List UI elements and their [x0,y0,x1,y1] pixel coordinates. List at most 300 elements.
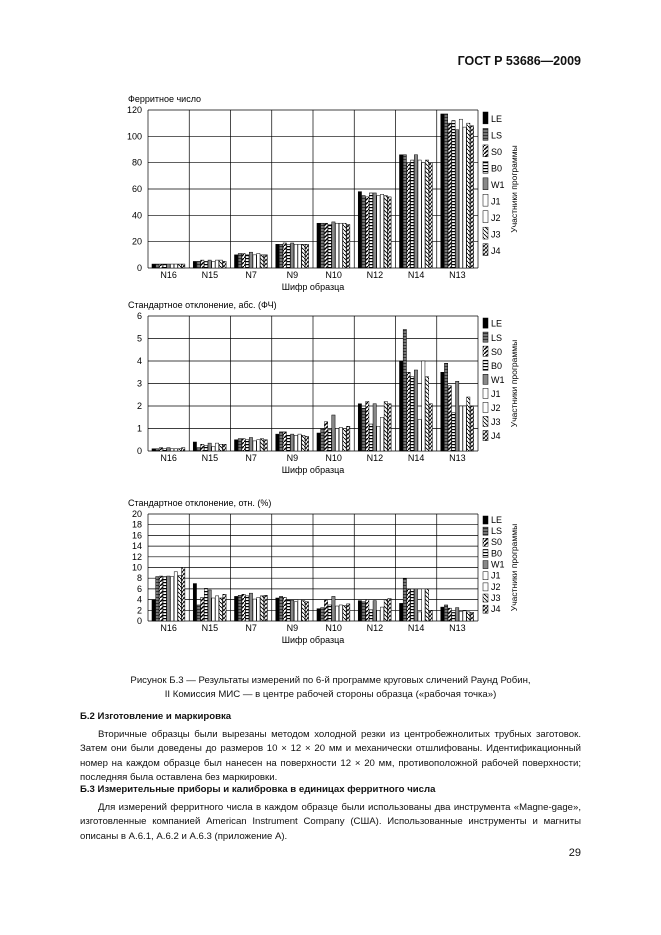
chart-3-bar-N7-B0 [246,596,249,621]
chart-2-category-label: N12 [366,453,384,463]
chart-3-category-label: N13 [449,623,466,633]
chart-2-legend-swatch-J4 [483,431,488,441]
chart-1-legend-label: J1 [491,196,501,207]
chart-2-legend-swatch-J2 [483,402,488,412]
chart-1-bar-N10-W1 [332,222,335,268]
chart-3-bar-N12-S0 [366,600,369,621]
chart-2-bar-N12-J3 [384,402,387,452]
chart-1-bar-N13-J4 [470,126,473,268]
chart-3-category-label: N12 [366,623,384,633]
chart-3-bar-N13-J4 [470,612,473,621]
chart-2-legend-swatch-S0 [483,346,488,356]
chart-3-bar-N7-S0 [242,594,245,621]
chart-2-bar-N10-J3 [343,429,346,452]
chart-2-bar-N14-B0 [411,377,414,451]
chart-2-bar-N7-J1 [253,441,256,451]
chart-3-legend-label: J3 [491,592,501,603]
chart-2-bar-N14-LE [399,361,402,451]
chart-2-bar-N7-LE [234,440,237,451]
chart-3-legend-title: Участники программы [509,523,519,612]
chart-2-bar-N7-S0 [242,439,245,451]
chart-1-bar-N7-W1 [249,252,252,268]
chart-3-ytick-label: 8 [136,573,142,584]
chart-1-bar-N9-LE [276,244,279,268]
chart-2-bar-N12-S0 [366,402,369,452]
chart-2-bar-N13-LS [444,363,447,451]
chart-3-bar-N16-J1 [170,577,173,621]
chart-2-bar-N12-B0 [369,424,372,451]
chart-2-bar-N7-J2 [257,440,260,451]
chart-2-bar-N14-LS [403,330,406,452]
chart-1-legend-swatch-W1 [483,178,488,190]
page-number: 29 [568,847,581,859]
chart-3-bar-N13-J3 [467,612,470,621]
chart-3-bar-N13-LE [441,607,444,621]
chart-3-legend-label: J2 [491,581,501,592]
chart-2-bar-N14-S0 [407,372,410,451]
chart-3-legend-swatch-J2 [483,583,488,591]
chart-3-legend-label: W1 [491,559,505,570]
chart-3-bar-N9-J3 [302,601,305,621]
document-standard-number: ГОСТ Р 53686—2009 [457,54,581,68]
chart-1-bar-N7-B0 [246,255,249,268]
chart-2-bar-N15-J1 [212,447,215,452]
chart-2-bar-N12-LE [358,404,361,451]
chart-1-bar-N10-LS [321,223,324,268]
section-text-b2: Вторичные образцы были вырезаны методом холодной резки из центробежнолитых трубных заготовок. Затем они были доведены до размеров 10 × 12 × 20 мм и механически отшлифованы. Идентификационный номер на каждом образце был нанесен на поверхности 12 × 20 мм, противоположной рабочей поверхности; последняя была оставлена без маркировки. [80,729,581,784]
chart-3-bar-N14-B0 [411,589,414,621]
chart-3-category-label: N15 [201,623,219,633]
chart-1-ytick-label: 20 [131,236,142,247]
chart-3-legend-swatch-LE [483,516,488,524]
chart-2-xlabel: Шифр образца [281,465,345,475]
chart-2-bar-N13-J4 [470,406,473,451]
chart-3-bar-N9-J4 [305,602,308,621]
chart-3-bar-N10-J1 [335,606,338,621]
chart-1-legend-label: B0 [491,163,503,174]
chart-3-bar-N14-J4 [429,610,432,621]
chart-3-category-label: N9 [286,623,299,633]
chart-1-bar-N14-W1 [414,155,417,268]
chart-1-legend-swatch-J1 [483,194,488,206]
chart-1-bar-N16-LS [156,264,159,268]
chart-2-bar-N14-J4 [429,404,432,451]
chart-1-bar-N14-J3 [425,160,428,268]
chart-2-bar-N15-LE [193,442,196,451]
chart-1-bar-N16-J3 [178,264,181,268]
chart-1-bar-N10-J3 [343,223,346,268]
chart-2-ytick-label: 0 [136,446,142,456]
chart-3-ytick-label: 18 [131,519,142,530]
chart-3-bar-N10-J4 [347,604,350,621]
chart-2-bar-N13-LE [441,372,444,451]
chart-3-bar-N16-B0 [163,577,166,621]
chart-3-bar-N13-B0 [452,612,455,621]
chart-3-ytick-label: 16 [131,530,142,541]
chart-1-bar-N9-J3 [302,244,305,268]
chart-3-bar-N9-J2 [298,600,301,621]
chart-1-bar-N16-J4 [182,264,185,268]
chart-1-legend-swatch-J2 [483,211,488,223]
chart-1-bar-N13-W1 [456,130,459,268]
chart-3-bar-N15-W1 [208,590,211,621]
chart-1-bar-N12-J4 [388,197,391,268]
chart-2-legend-label: W1 [491,374,505,385]
chart-1-bar-N15-J2 [215,260,218,268]
chart-2-bar-N15-J3 [219,444,222,451]
figure-charts [100,90,600,670]
chart-2-bar-N7-J4 [264,440,267,451]
chart-3-bar-N7-W1 [249,593,252,621]
chart-1-legend-label: LS [491,130,503,141]
chart-2-bar-N14-J1 [418,420,421,452]
chart-1-bar-N15-LS [197,261,200,268]
chart-2-bar-N10-LE [317,433,320,451]
chart-2-bar-N7-J3 [260,439,263,451]
chart-2-bar-N7-W1 [249,438,252,452]
chart-3-legend-swatch-W1 [483,561,488,569]
chart-3-bar-N15-LE [193,584,196,621]
chart-3-ytick-label: 10 [131,562,142,573]
chart-3-bar-N13-LS [444,605,447,621]
chart-3-xlabel: Шифр образца [281,635,345,645]
chart-1-category-label: N10 [325,270,342,280]
section-title-b3: Б.3 Измерительные приборы и калибровка в единицах ферритного числа [80,784,436,795]
chart-3-category-label: N10 [325,623,342,633]
chart-2-legend-title: Участники программы [509,339,519,428]
chart-1-ytick-label: 40 [131,210,142,221]
chart-2-legend-swatch-LS [483,332,488,342]
chart-1-bar-N14-S0 [407,163,410,268]
chart-1-bar-N7-J4 [264,255,267,268]
chart-1-bar-N9-W1 [291,243,294,268]
chart-2-legend-swatch-J1 [483,388,488,398]
chart-3-bar-N13-S0 [448,608,451,621]
chart-2-bar-N14-W1 [414,370,417,451]
chart-1-bar-N12-J3 [384,196,387,268]
chart-1-bar-N16-B0 [163,264,166,268]
chart-3-bar-N14-J2 [422,589,425,621]
chart-3-legend-label: J1 [491,570,501,581]
chart-3-bar-N7-LS [238,595,241,621]
chart-3-legend-swatch-S0 [483,538,488,546]
chart-3-bar-N12-J3 [384,600,387,621]
chart-1-ytick-label: 100 [126,131,142,142]
chart-3-bar-N13-J2 [463,611,466,621]
chart-1-bar-N14-LE [399,155,402,268]
chart-2-bar-N16-W1 [167,448,170,451]
chart-3-bar-N16-J2 [174,572,177,621]
section-text-b3: Для измерений ферритного числа в каждом образце были использованы два инструмента «Magne-gage», изготовленные компанией American Instrument Company (США). Использованные инструменты и магниты описаны в А.6.1, А.6.2 и А.6.3 (приложение А). [80,802,581,842]
chart-2-legend-swatch-J3 [483,416,488,426]
chart-2-bar-N15-J2 [215,443,218,451]
chart-2-legend-label: S0 [491,346,503,357]
chart-1-bar-N15-J1 [212,261,215,268]
chart-1-bar-N9-J1 [294,244,297,268]
chart-3-bar-N7-J4 [264,595,267,621]
chart-3-ytick-label: 2 [136,605,142,616]
chart-1-bar-N10-B0 [328,225,331,268]
chart-3-category-label: N14 [407,623,425,633]
chart-1-bar-N10-J1 [335,223,338,268]
chart-1-bar-N13-LS [444,114,447,268]
chart-1-bar-N15-LE [193,261,196,268]
chart-1-ytick-label: 60 [131,184,142,194]
chart-1-category-label: N16 [160,270,177,280]
chart-3-bar-N7-J3 [260,596,263,621]
chart-2-bar-N15-B0 [204,445,207,451]
chart-1-bar-N16-J1 [170,264,173,268]
chart-3-bar-N14-J3 [425,589,428,621]
chart-3-bar-N9-W1 [291,600,294,621]
chart-3-bar-N12-J2 [380,607,383,621]
chart-3-bar-N9-S0 [283,597,286,621]
chart-3-ytick-label: 12 [131,551,142,562]
chart-3-bar-N15-J3 [219,598,222,621]
chart-3-bar-N16-LS [156,577,159,621]
chart-1-bar-N10-S0 [324,223,327,268]
chart-1-bar-N14-LS [403,155,406,268]
chart-3-bar-N12-J1 [377,610,380,621]
chart-2-category-label: N15 [201,453,219,463]
chart-2-bar-N16-J1 [170,449,173,451]
chart-2-legend-label: J4 [491,431,501,442]
chart-1-bar-N7-J2 [257,254,260,268]
chart-2-title: Стандартное отклонение, абс. (ФЧ) [128,300,277,310]
chart-1-legend-label: LE [491,114,503,125]
chart-1-category-label: N13 [449,270,466,280]
chart-1-bar-N12-LE [358,192,361,268]
chart-1-category-label: N12 [366,270,384,280]
chart-3-bar-N14-LE [399,603,402,621]
figure-caption [80,674,581,702]
chart-2-bar-N10-B0 [328,430,331,451]
chart-2-bar-N16-J2 [174,449,177,451]
chart-3-bar-N10-LS [321,608,324,621]
chart-1-bar-N15-S0 [201,260,204,268]
chart-1-legend-swatch-J4 [483,244,488,256]
chart-2-category-label: N10 [325,453,342,463]
chart-1-bar-N12-J1 [377,196,380,268]
chart-3-bar-N16-W1 [167,576,170,621]
chart-2-bar-N10-J4 [347,426,350,451]
chart-2-ytick-label: 2 [136,401,142,411]
chart-3-legend-swatch-J4 [483,605,488,613]
chart-3-bar-N16-S0 [159,576,162,621]
chart-3-bar-N14-S0 [407,589,410,621]
chart-2-category-label: N7 [245,453,257,463]
chart-2-category-label: N9 [286,453,299,463]
chart-1-bar-N15-B0 [204,261,207,268]
section-title-b2: Б.2 Изготовление и маркировка [80,711,232,722]
chart-3-ytick-label: 14 [131,541,142,552]
chart-2-category-label: N14 [407,453,425,463]
chart-3-bar-N10-B0 [328,605,331,621]
chart-3-bar-N12-LS [362,602,365,621]
chart-2-bar-N13-B0 [452,413,455,451]
chart-3-bar-N9-B0 [287,600,290,621]
chart-1-bar-N7-LE [234,255,237,268]
chart-3-legend-swatch-J1 [483,572,488,580]
chart-3-bar-N10-J2 [339,605,342,621]
chart-2-category-label: N16 [160,453,177,463]
chart-1-legend-label: J3 [491,229,501,240]
chart-1-bar-N10-LE [317,223,320,268]
chart-3-bar-N15-LS [197,605,200,621]
chart-2-bar-N15-LS [197,448,200,451]
chart-1-bar-N13-S0 [448,123,451,268]
chart-1-bar-N13-J2 [463,127,466,268]
chart-2-bar-N16-LE [152,449,155,451]
chart-1-xlabel: Шифр образца [281,282,345,292]
chart-2-bar-N9-J3 [302,435,305,451]
chart-3-legend-swatch-J3 [483,594,488,602]
chart-3-bar-N16-LE [152,600,155,621]
chart-1-title: Ферритное число [128,94,202,104]
chart-2-bar-N14-J2 [422,361,425,451]
chart-2-bar-N15-S0 [201,444,204,451]
chart-2-legend-label: J1 [491,389,501,400]
chart-1-bar-N12-S0 [366,197,369,268]
chart-2-bar-N9-J1 [294,435,297,451]
chart-1-bar-N10-J2 [339,223,342,268]
chart-2-legend-label: B0 [491,360,503,371]
chart-2-bar-N13-S0 [448,386,451,451]
chart-1-bar-N7-S0 [242,254,245,268]
chart-3-bar-N14-J1 [418,612,421,621]
chart-1-bar-N7-J1 [253,255,256,268]
chart-3-bar-N12-W1 [373,601,376,621]
chart-3-bar-N10-J3 [343,605,346,621]
chart-3-bar-N15-B0 [204,588,207,621]
chart-3-bar-N12-J4 [388,599,391,621]
chart-2-bar-N16-J4 [182,448,185,451]
chart-2-bar-N16-J3 [178,449,181,451]
chart-1-bar-N15-J3 [219,260,222,268]
chart-2-bar-N10-J2 [339,427,342,451]
chart-3-legend-label: LE [491,514,503,525]
chart-2-legend-label: J2 [491,403,501,414]
chart-3-legend-label: S0 [491,537,503,548]
chart-2-bar-N10-W1 [332,415,335,451]
chart-2-bar-N13-J1 [459,406,462,451]
chart-1-legend-label: J4 [491,245,501,256]
chart-2-bar-N12-J1 [377,426,380,451]
chart-3-bar-N15-J4 [223,594,226,621]
chart-1-bar-N7-LS [238,254,241,268]
chart-2-ytick-label: 5 [136,333,142,344]
chart-3-bar-N9-LS [279,596,282,621]
chart-2-bar-N15-W1 [208,443,211,451]
chart-3-bar-N10-W1 [332,596,335,621]
chart-3-ytick-label: 4 [136,594,142,605]
chart-1-legend-label: W1 [491,180,505,191]
chart-1-bar-N12-J2 [380,194,383,268]
chart-1-legend-swatch-J3 [483,227,488,239]
chart-2-bar-N16-S0 [159,448,162,451]
chart-2-ytick-label: 1 [136,423,142,434]
chart-1-bar-N15-J4 [223,261,226,268]
chart-2-bar-N7-LS [238,439,241,451]
chart-3-legend-label: LS [491,526,503,537]
chart-3-bar-N13-W1 [456,608,459,621]
chart-2-bar-N9-J4 [305,436,308,451]
chart-3-bar-N14-LS [403,579,406,621]
chart-2-legend-label: LE [491,318,503,329]
chart-2-bar-N12-W1 [373,404,376,451]
chart-3-legend-label: B0 [491,548,503,559]
chart-2-bar-N15-J4 [223,444,226,451]
chart-1-bar-N15-W1 [208,260,211,268]
chart-2-bar-N9-B0 [287,435,290,451]
chart-1-bar-N9-LS [279,244,282,268]
chart-2-bar-N10-J1 [335,429,338,452]
figure-caption-line-2: II Комиссия МИС — в центре рабочей стороны образца («рабочая точка») [164,689,497,700]
chart-1-legend-swatch-B0 [483,161,488,173]
chart-2-bar-N10-S0 [324,422,327,451]
chart-1-bar-N13-J3 [467,123,470,268]
chart-1-bar-N13-J1 [459,119,462,268]
chart-1-category-label: N7 [245,270,257,280]
chart-1-bar-N16-LE [152,264,155,268]
chart-1-bar-N12-W1 [373,193,376,268]
chart-3-bar-N10-S0 [324,600,327,621]
figure-caption-line-1: Рисунок Б.3 — Результаты измерений по 6-й программе круговых сличений Раунд Робин, [130,675,531,686]
chart-1-ytick-label: 80 [131,157,142,168]
chart-3-bar-N14-W1 [414,589,417,621]
chart-2-bar-N9-W1 [291,434,294,451]
chart-3-bar-N12-LE [358,601,361,621]
chart-1-ytick-label: 0 [136,263,142,273]
chart-2-bar-N13-J2 [463,406,466,451]
chart-2-bar-N16-B0 [163,449,166,451]
chart-1-bar-N10-J4 [347,225,350,268]
chart-3-category-label: N7 [245,623,257,633]
chart-1-category-label: N9 [286,270,299,280]
chart-1-ytick-label: 120 [126,105,142,115]
chart-3-bar-N15-J2 [215,596,218,621]
chart-2-bar-N12-LS [362,408,365,451]
chart-2-bar-N10-LS [321,429,324,452]
chart-1-category-label: N15 [201,270,219,280]
chart-2-ytick-label: 3 [136,378,142,389]
chart-2-bar-N12-J4 [388,404,391,451]
chart-1-legend-swatch-LS [483,128,488,140]
chart-1-legend-label: S0 [491,147,503,158]
chart-3-category-label: N16 [160,623,177,633]
chart-1-bar-N9-S0 [283,243,286,268]
chart-1-legend-swatch-LE [483,112,488,124]
chart-1-legend-swatch-S0 [483,145,488,157]
chart-1-bar-N16-W1 [167,264,170,268]
chart-3-bar-N16-J3 [178,576,181,621]
chart-2-legend-swatch-W1 [483,374,488,384]
chart-3-ytick-label: 6 [136,583,142,594]
chart-3-ytick-label: 20 [131,509,142,519]
chart-2-bar-N13-J3 [467,397,470,451]
chart-3-bar-N9-LE [276,598,279,621]
chart-2-category-label: N13 [449,453,466,463]
chart-2-bar-N16-LS [156,449,159,451]
chart-1-bar-N9-B0 [287,244,290,268]
chart-1-bar-N16-J2 [174,264,177,268]
chart-1-bar-N13-B0 [452,121,455,268]
chart-1-category-label: N14 [407,270,425,280]
chart-3-title: Стандартное отклонение, отн. (%) [128,498,272,508]
chart-3-bar-N10-LE [317,609,320,621]
chart-3-bar-N16-J4 [182,568,185,622]
chart-2-legend-label: LS [491,332,503,343]
